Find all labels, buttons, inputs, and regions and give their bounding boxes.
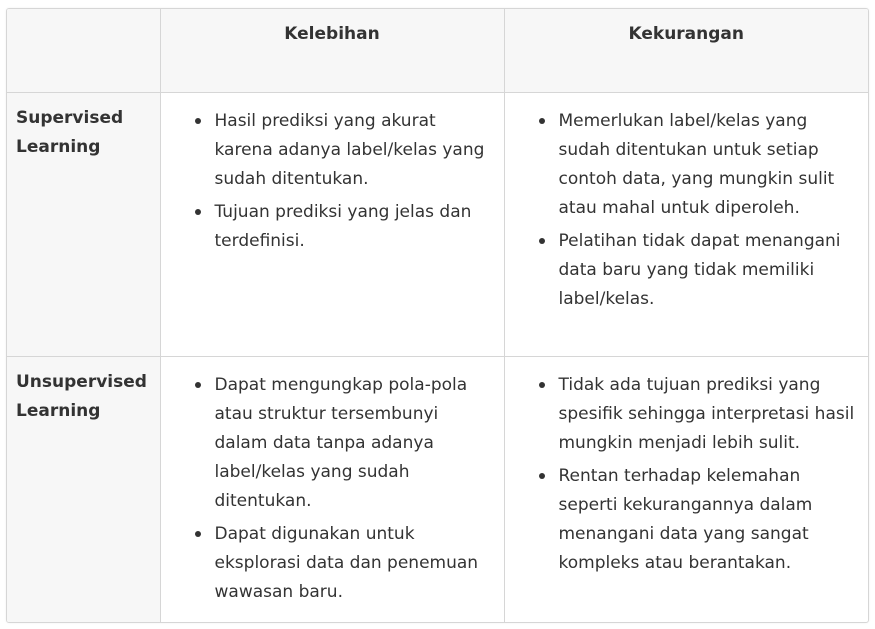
- bullet-icon: [195, 118, 201, 124]
- bullet-icon: [539, 238, 545, 244]
- list-item: Pelatihan tidak dapat menangani data baru yang tidak memiliki label/kelas.: [559, 227, 861, 314]
- header-kekurangan: Kekurangan: [504, 9, 868, 92]
- bullet-icon: [539, 473, 545, 479]
- table-header-row: [7, 9, 868, 92]
- supervised-kelebihan-list: [161, 107, 496, 256]
- unsupervised-kekurangan-cell: [504, 356, 868, 622]
- bullet-icon: [539, 382, 545, 388]
- list-item: Hasil prediksi yang akurat karena adanya label/kelas yang sudah ditentukan.: [215, 107, 496, 194]
- unsupervised-kelebihan-list: [161, 371, 496, 607]
- bullet-icon: [195, 209, 201, 215]
- comparison-table-container: [6, 8, 869, 623]
- list-item: Tujuan prediksi yang jelas dan terdefinisi.: [215, 198, 496, 256]
- unsupervised-kekurangan-list: [505, 371, 861, 578]
- bullet-icon: [539, 118, 545, 124]
- row-label-unsupervised: Unsupervised Learning: [7, 356, 160, 622]
- bullet-icon: [195, 382, 201, 388]
- header-kelebihan: Kelebihan: [160, 9, 504, 92]
- list-item: Rentan terhadap kelemahan seperti kekurangannya dalam menangani data yang sangat kompleks atau berantakan.: [559, 462, 861, 578]
- supervised-kekurangan-cell: [504, 92, 868, 356]
- supervised-kelebihan-cell: [160, 92, 504, 356]
- unsupervised-kelebihan-cell: [160, 356, 504, 622]
- comparison-table: [7, 9, 868, 622]
- list-item: Memerlukan label/kelas yang sudah ditentukan untuk setiap contoh data, yang mungkin sulit atau mahal untuk diperoleh.: [559, 107, 861, 223]
- list-item: Tidak ada tujuan prediksi yang spesifik sehingga interpretasi hasil mungkin menjadi lebih sulit.: [559, 371, 861, 458]
- table-row: [7, 92, 868, 356]
- row-label-supervised: Supervised Learning: [7, 92, 160, 356]
- table-row: [7, 356, 868, 622]
- list-item: Dapat digunakan untuk eksplorasi data dan penemuan wawasan baru.: [215, 520, 496, 607]
- supervised-kekurangan-list: [505, 107, 861, 314]
- list-item: Dapat mengungkap pola-pola atau struktur tersembunyi dalam data tanpa adanya label/kelas yang sudah ditentukan.: [215, 371, 496, 516]
- header-empty-cell: [7, 9, 160, 92]
- bullet-icon: [195, 531, 201, 537]
